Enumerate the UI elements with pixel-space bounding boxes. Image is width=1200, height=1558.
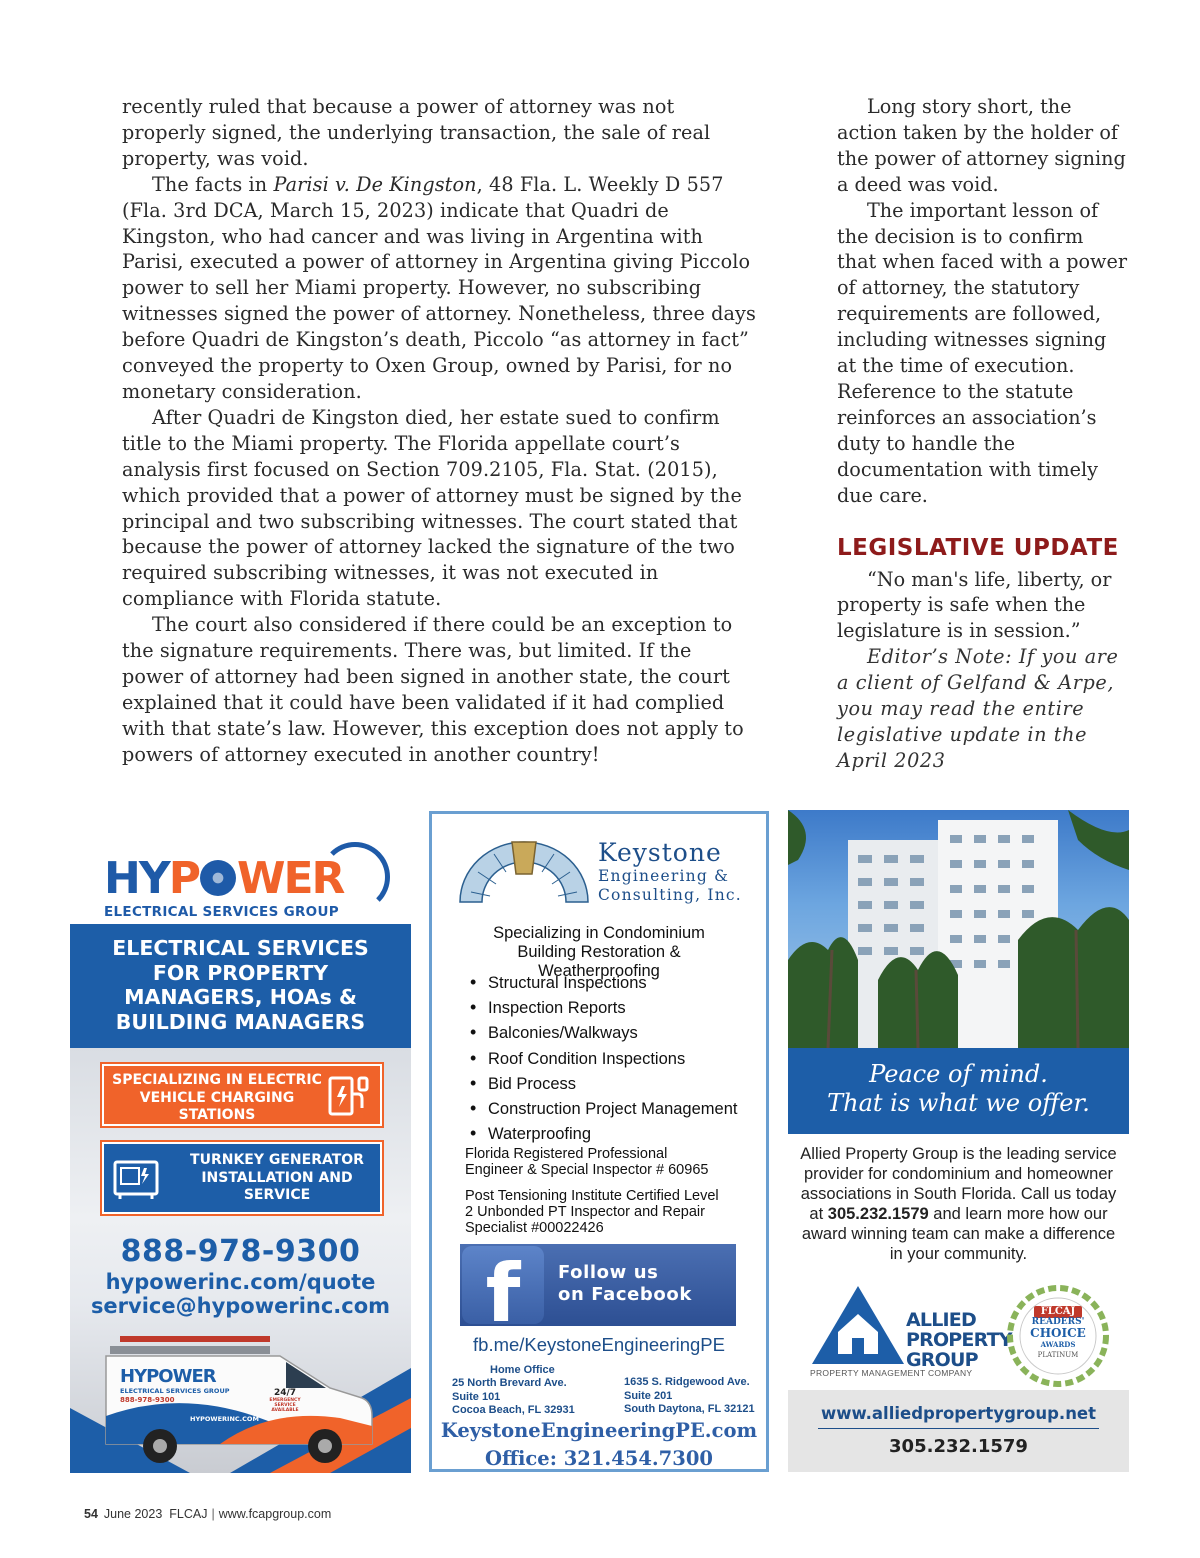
van-phone: 888-978-9300 — [120, 1396, 175, 1404]
address-line: 1635 S. Ridgewood Ave. — [624, 1376, 750, 1388]
address-line: 25 North Brevard Ave. — [452, 1377, 567, 1389]
logo-wer: WER — [236, 853, 344, 904]
van-emergency-text: 24/7 — [273, 1388, 297, 1398]
address-line: Suite 201 — [624, 1389, 673, 1402]
keystone-office-phone[interactable]: Office: 321.454.7300 — [485, 1447, 713, 1470]
service-item: • Waterproofing — [470, 1121, 737, 1146]
seal-line-1: FLCAJ — [1040, 1306, 1076, 1317]
allied-logo-name — [906, 1310, 1012, 1370]
service-item: • Balconies/Walkways — [470, 1020, 737, 1045]
paragraph-2-body: , 48 Fla. L. Weekly D 557 (Fla. 3rd DCA, March 15, 2023) indicate that Quadri de Kingston, who had cancer and was living in Argentina with Parisi, executed a power of attorney in Argentina giving Piccolo power to sell her Miami property. However, no subscribing witnesses signed the power of attorney. Nonetheless, three days before Quadri de Kingston’s death, Piccolo “as attorney in fact” conveyed the property to Oxen Group, owned by Parisi, for no monetary consideration. — [122, 172, 756, 403]
facebook-follow — [558, 1262, 692, 1306]
logo-swoosh-icon — [320, 842, 390, 912]
keystone-specializing: Specializing in Condominium Building Restoration & Weatherproofing — [493, 924, 705, 980]
keystone-name-line2: Engineering & — [598, 867, 730, 885]
certification-line-3: Specialist #00022426 — [465, 1220, 604, 1236]
seal-text — [1006, 1306, 1110, 1361]
certification-line-1: Post Tensioning Institute Certified Level — [465, 1188, 719, 1204]
allied-logo — [808, 1280, 1012, 1380]
logo-line-2: PROPERTY — [906, 1329, 1012, 1351]
follow-line-1: Follow us — [558, 1262, 659, 1283]
branch-office-address — [624, 1376, 755, 1417]
certification-line-2: 2 Unbonded PT Inspector and Repair — [465, 1204, 705, 1220]
footer-separator: | — [211, 1507, 215, 1521]
registration-line-1: Florida Registered Professional — [465, 1146, 668, 1162]
editor-note: Editor’s Note: If you are a client of Gelfand & Arpe, you may read the entire legislative update in the April 2023 — [837, 645, 1119, 772]
seal-line-2: READERS' — [1031, 1317, 1085, 1327]
hypower-logo-subtitle: ELECTRICAL SERVICES GROUP — [104, 904, 339, 920]
keystone-registration — [465, 1146, 708, 1178]
logo-line-3: GROUP — [906, 1349, 978, 1371]
contact-divider — [818, 1428, 1099, 1429]
allied-phone[interactable]: 305.232.1579 — [889, 1436, 1028, 1457]
article-paragraph-1: recently ruled that because a power of attorney was not properly signed, the underlying transaction, the sale of real property, was void. — [122, 95, 711, 170]
keystone-ad[interactable] — [429, 811, 769, 1472]
tagline-line-1: Peace of mind. — [869, 1060, 1048, 1088]
article-paragraph-3: After Quadri de Kingston died, her estate sued to confirm title to the Miami property. The Florida appellate court’s analysis first focused on Section 709.2105, Fla. Stat. (2015), which provided that a power of attorney must be signed by the principal and two subscribing witnesses. The court stated that because the power of attorney lacked the signature of the two required subscribing witnesses, it was not executed in compliance with Florida statute. — [122, 405, 742, 611]
facebook-icon: f — [462, 1246, 544, 1324]
seal-line-3: CHOICE — [1030, 1326, 1086, 1340]
home-office-label: Home Office — [490, 1364, 555, 1376]
service-item: • Inspection Reports — [470, 995, 737, 1020]
address-line: Suite 101 — [452, 1390, 501, 1403]
hypower-phone[interactable]: 888-978-9300 — [120, 1234, 361, 1269]
facebook-link[interactable]: fb.me/KeystoneEngineeringPE — [473, 1334, 725, 1355]
logo-hy: HY — [104, 853, 169, 904]
article-paragraph-4: The court also considered if there could be an exception to the signature requirements. There was, but limited. If the power of attorney had been signed in another state, the court explained that it could have been validated if it had complied with that state’s law. However, this exception does not apply to powers of attorney executed in another country! — [122, 613, 744, 766]
legislative-quote: “No man's life, liberty, or property is safe when the legislature is in session.” — [837, 567, 1112, 643]
registration-line-2: Engineer & Special Inspector # 60965 — [465, 1162, 709, 1178]
logo-line-1: ALLIED — [906, 1309, 976, 1331]
seal-line-4: AWARDS — [1040, 1340, 1076, 1349]
generator-icon — [112, 1156, 160, 1200]
van-subtitle: ELECTRICAL SERVICES GROUP — [120, 1387, 230, 1395]
service-item: • Structural Inspections — [470, 970, 737, 995]
readers-choice-seal — [1006, 1284, 1110, 1388]
page-footer — [84, 1507, 331, 1521]
hypower-email-link[interactable]: service@hypowerinc.com — [90, 1294, 391, 1318]
allied-tagline — [788, 1048, 1129, 1134]
publication-name: FLCAJ — [169, 1507, 208, 1521]
side-paragraph-1: Long story short, the action taken by the holder of the power of attorney signing a deed was void. — [837, 95, 1126, 196]
description-tail: and learn more how our award winning team can make a difference in your community. — [801, 1205, 1116, 1263]
allied-logo-tagline: PROPERTY MANAGEMENT COMPANY — [810, 1368, 973, 1378]
van-website: HYPOWERINC.COM — [190, 1415, 259, 1423]
condo-building-photo — [788, 810, 1129, 1048]
legislative-update-heading: LEGISLATIVE UPDATE — [837, 534, 1119, 561]
footer-website-link[interactable]: www.fcapgroup.com — [218, 1507, 332, 1521]
service-item: • Construction Project Management — [470, 1096, 737, 1121]
service-item: • Bid Process — [470, 1071, 737, 1096]
keystone-company-name — [598, 838, 742, 905]
logo-p: P — [168, 853, 199, 904]
hypower-headline-text: ELECTRICAL SERVICES FOR PROPERTY MANAGERS, HOAs & BUILDING MANAGERS — [112, 936, 369, 1034]
van-emergency-sub: EMERGENCY SERVICE AVAILABLE — [269, 1398, 301, 1413]
hypower-body — [70, 1048, 411, 1473]
allied-triangle-icon — [808, 1280, 908, 1370]
facebook-banner[interactable] — [460, 1244, 736, 1326]
keystone-services-list — [470, 970, 737, 1146]
follow-line-2: on Facebook — [558, 1284, 692, 1305]
address-line: Cocoa Beach, FL 32931 — [452, 1404, 575, 1416]
hypower-contact — [70, 1270, 411, 1318]
address-line: South Daytona, FL 32121 — [624, 1403, 755, 1415]
side-paragraph-2: The important lesson of the decision is to confirm that when faced with a power of attorney, the statutory requirements are followed, including witnesses signing at the time of execution. Reference to the statute reinforces an association’s duty to handle the documentation with timely due care. — [837, 198, 1127, 507]
keystone-certification — [465, 1188, 719, 1236]
logo-globe-icon — [200, 860, 236, 896]
article-side-column — [837, 94, 1127, 774]
hypower-ad[interactable] — [70, 838, 411, 1473]
ev-charger-icon — [326, 1074, 372, 1118]
hypower-headline — [70, 924, 411, 1048]
keystone-name-line1: Keystone — [598, 838, 722, 867]
ev-charging-text: SPECIALIZING IN ELECTRIC VEHICLE CHARGING STATIONS — [112, 1072, 322, 1123]
van-emergency — [260, 1388, 310, 1413]
allied-website-link[interactable]: www.alliedpropertygroup.net — [820, 1404, 1097, 1423]
van-logo: HYPOWER — [120, 1366, 216, 1387]
service-item: • Roof Condition Inspections — [470, 1046, 737, 1071]
allied-description — [796, 1144, 1121, 1264]
article-main-column — [122, 94, 758, 768]
keystone-arch-logo — [454, 834, 594, 904]
article-paragraph-2 — [122, 172, 758, 405]
keystone-website-link[interactable]: KeystoneEngineeringPE.com — [440, 1419, 758, 1442]
issue-date: June 2023 — [103, 1507, 163, 1521]
hypower-website-link[interactable]: hypowerinc.com/quote — [105, 1270, 376, 1294]
case-name: Parisi v. De Kingston — [273, 172, 477, 196]
generator-text: TURNKEY GENERATOR INSTALLATION AND SERVICE — [190, 1152, 364, 1203]
keystone-name-line3: Consulting, Inc. — [598, 886, 742, 904]
description-lead: Allied Property Group is the leading service provider for condominium and homeowner associations in South Florida. Call us today at — [800, 1145, 1117, 1223]
page-number: 54 — [84, 1507, 98, 1521]
generator-box — [102, 1142, 382, 1214]
allied-contact-bar — [788, 1390, 1129, 1472]
tagline-line-2: That is what we offer. — [827, 1089, 1090, 1117]
allied-ad[interactable] — [788, 810, 1129, 1472]
home-office-address — [452, 1377, 575, 1418]
description-phone[interactable]: 305.232.1579 — [827, 1205, 929, 1223]
paragraph-2-lead: The facts in — [152, 172, 274, 196]
ev-charging-box — [102, 1064, 382, 1126]
condo-building-illustration — [788, 810, 1129, 1048]
seal-line-5: PLATINUM — [1037, 1351, 1079, 1359]
